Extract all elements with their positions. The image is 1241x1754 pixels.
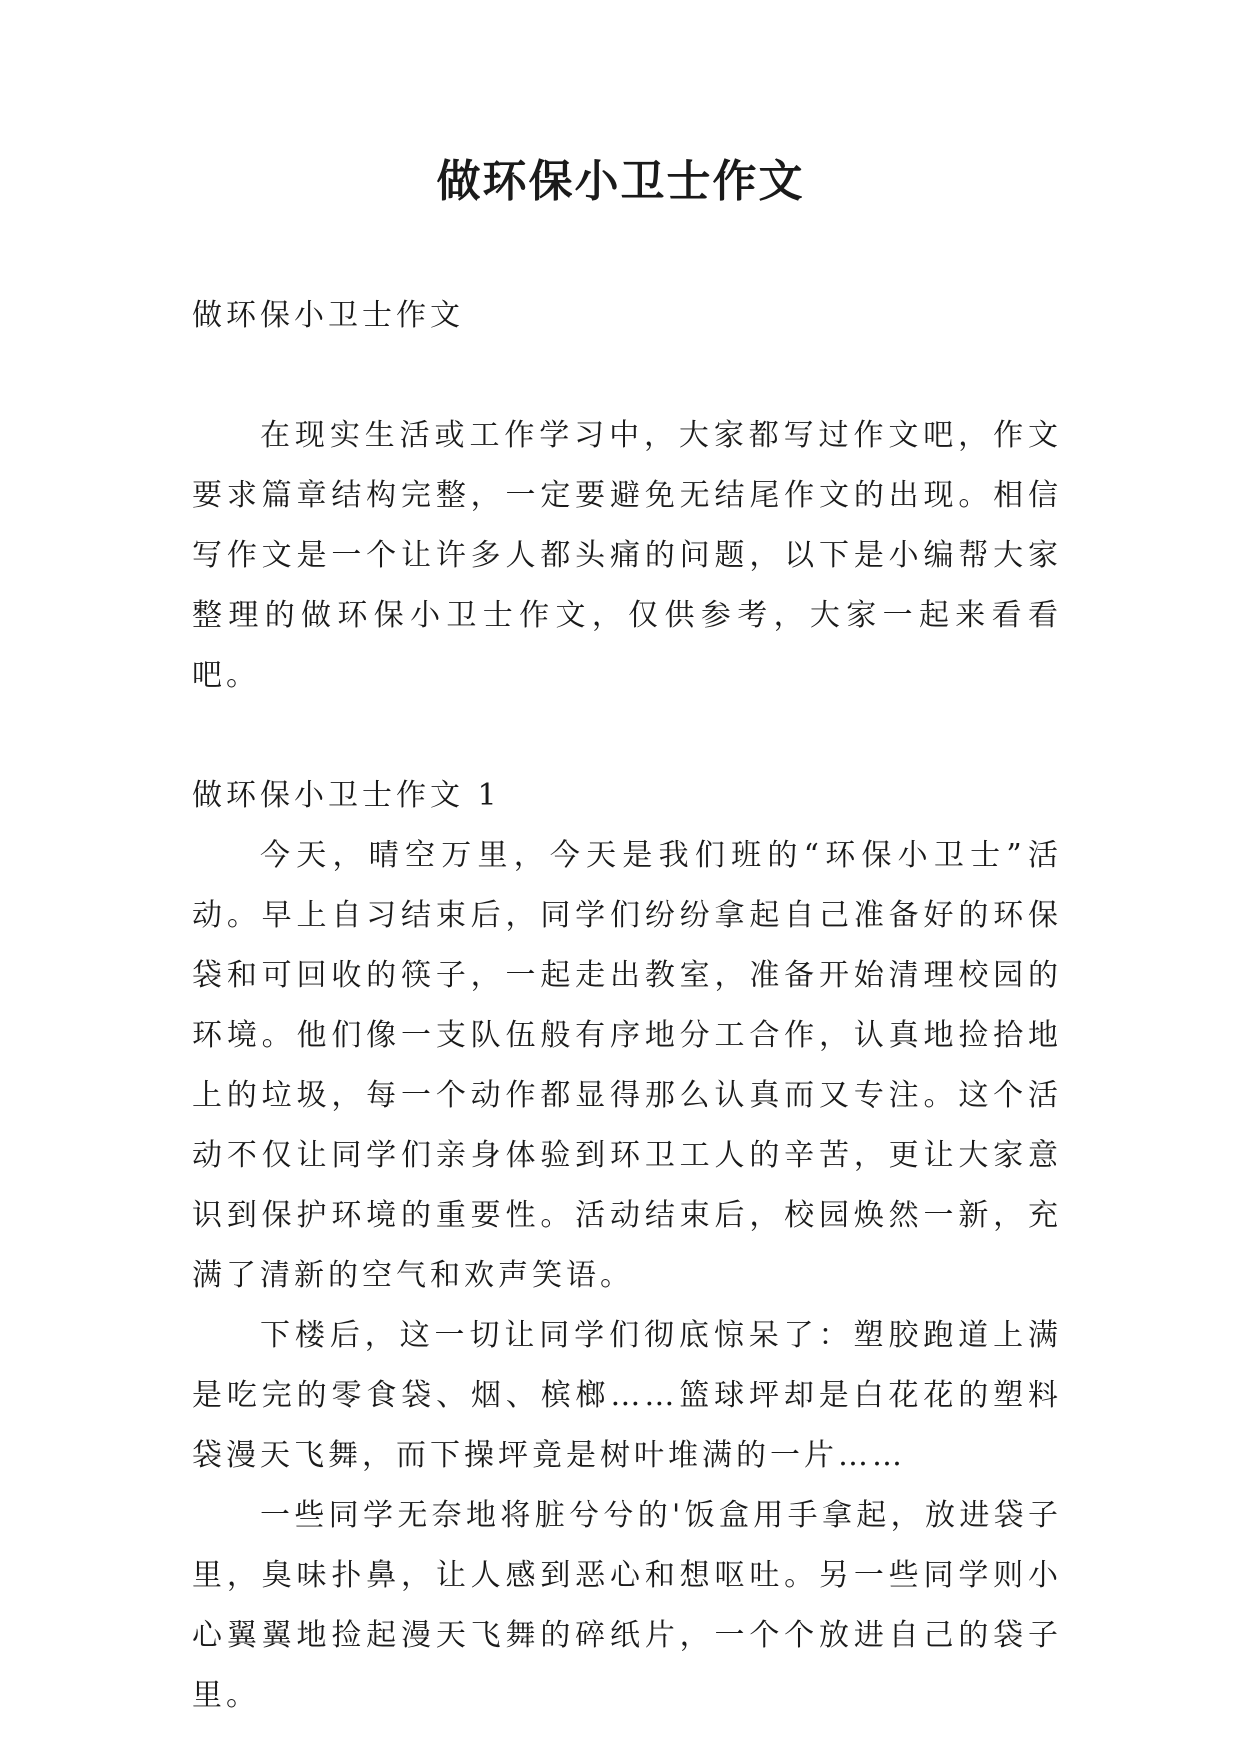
spacer [192,706,1062,766]
body-paragraph: 今天，晴空万里，今天是我们班的“环保小卫士”活动。早上自习结束后，同学们纷纷拿起自己准备好的环保袋和可回收的筷子，一起走出教室，准备开始清理校园的环境。他们像一支队伍般有序地分工合作，认真地捡拾地上的垃圾，每一个动作都显得那么认真而又专注。这个活动不仅让同学们亲身体验到环卫工人的辛苦，更让大家意识到保护环境的重要性。活动结束后，校园焕然一新，充满了清新的空气和欢声笑语。 [192,838,1062,1293]
body-paragraph: 下楼后，这一切让同学们彻底惊呆了：塑胶跑道上满是吃完的零食袋、烟、槟榔……篮球坪却是白花花的塑料袋漫天飞舞，而下操坪竟是树叶堆满的一片…… [192,1318,1062,1473]
document-title: 做环保小卫士作文 [436,156,805,207]
document-body [192,286,1062,1726]
section-heading: 做环保小卫士作文 1 [192,778,501,813]
body-paragraph: 一些同学无奈地将脏兮兮的'饭盒用手拿起，放进袋子里，臭味扑鼻，让人感到恶心和想呕吐。另一些同学则小心翼翼地捡起漫天飞舞的碎纸片，一个个放进自己的袋子里。 [192,1498,1062,1713]
intro-paragraph: 在现实生活或工作学习中，大家都写过作文吧，作文要求篇章结构完整，一定要避免无结尾作文的出现。相信写作文是一个让许多人都头痛的问题，以下是小编帮大家整理的做环保小卫士作文，仅供参考，大家一起来看看吧。 [192,418,1062,693]
document-subtitle: 做环保小卫士作文 [192,298,464,333]
spacer [192,346,1062,406]
